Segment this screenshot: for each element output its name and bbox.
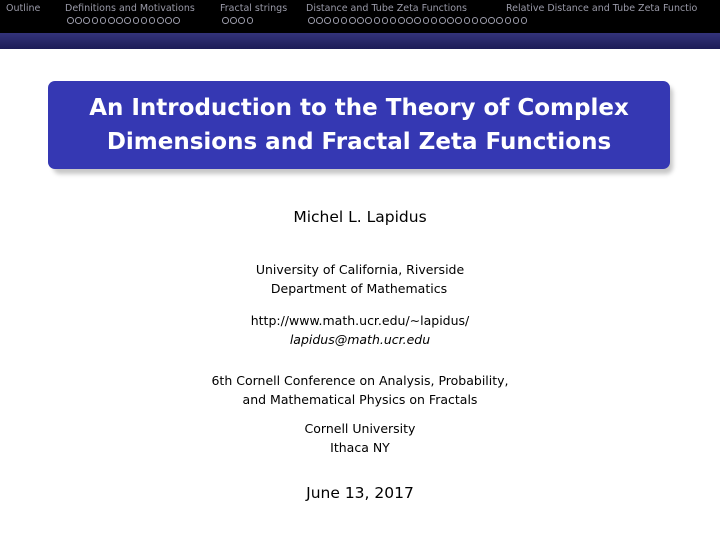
nav-frame-dot[interactable] [316, 17, 323, 24]
nav-frame-dot[interactable] [124, 17, 131, 24]
presentation-date: June 13, 2017 [306, 484, 414, 502]
nav-frame-dot[interactable] [423, 17, 430, 24]
nav-section-title[interactable]: Relative Distance and Tube Zeta Functio [506, 3, 698, 14]
nav-frame-dot[interactable] [67, 17, 74, 24]
nav-frame-dots [308, 17, 529, 25]
nav-frame-dots [67, 17, 182, 25]
nav-frame-dot[interactable] [439, 17, 446, 24]
nav-frame-dot[interactable] [75, 17, 82, 24]
affiliation-university: University of California, Riverside [255, 262, 465, 277]
nav-frame-dot[interactable] [480, 17, 487, 24]
nav-frame-dot[interactable] [349, 17, 356, 24]
nav-frame-dot[interactable] [324, 17, 331, 24]
nav-frame-dot[interactable] [333, 17, 340, 24]
venue-line-2: Ithaca NY [330, 440, 390, 455]
affiliation-department: Department of Mathematics [270, 281, 448, 296]
nav-frame-dot[interactable] [488, 17, 495, 24]
nav-frame-dot[interactable] [133, 17, 140, 24]
nav-frame-dot[interactable] [100, 17, 107, 24]
nav-frame-dot[interactable] [165, 17, 172, 24]
author-name: Michel L. Lapidus [293, 208, 427, 226]
nav-frame-dot[interactable] [398, 17, 405, 24]
nav-frame-dot[interactable] [521, 17, 528, 24]
nav-frame-dot[interactable] [341, 17, 348, 24]
nav-section-title[interactable]: Fractal strings [220, 3, 288, 14]
nav-frame-dot[interactable] [382, 17, 389, 24]
venue-line-1: Cornell University [304, 421, 416, 436]
nav-section-title[interactable]: Outline [6, 3, 41, 14]
nav-frame-dot[interactable] [496, 17, 503, 24]
nav-section-title[interactable]: Definitions and Motivations [65, 3, 195, 14]
nav-frame-dot[interactable] [374, 17, 381, 24]
nav-frame-dot[interactable] [390, 17, 397, 24]
conference-line-1: 6th Cornell Conference on Analysis, Probability, [211, 373, 509, 388]
nav-frame-dot[interactable] [357, 17, 364, 24]
nav-frame-dot[interactable] [149, 17, 156, 24]
nav-frame-dot[interactable] [116, 17, 123, 24]
headline-navigation [0, 0, 720, 33]
nav-frame-dot[interactable] [464, 17, 471, 24]
nav-frame-dot[interactable] [308, 17, 315, 24]
slide-title [89, 91, 629, 159]
title-line-1: An Introduction to the Theory of Complex [89, 95, 629, 121]
nav-frame-dot[interactable] [513, 17, 520, 24]
nav-frame-dot[interactable] [83, 17, 90, 24]
nav-frame-dot[interactable] [108, 17, 115, 24]
nav-frame-dot[interactable] [431, 17, 438, 24]
nav-frame-dot[interactable] [238, 17, 245, 24]
nav-frame-dot[interactable] [230, 17, 237, 24]
conference-line-2: and Mathematical Physics on Fractals [242, 392, 478, 407]
nav-frame-dot[interactable] [406, 17, 413, 24]
nav-frame-dot[interactable] [414, 17, 421, 24]
nav-frame-dot[interactable] [173, 17, 180, 24]
nav-frame-dot[interactable] [92, 17, 99, 24]
nav-frame-dot[interactable] [447, 17, 454, 24]
author-email[interactable]: lapidus@math.ucr.edu [289, 332, 431, 347]
header-band [0, 33, 720, 49]
nav-frame-dot[interactable] [247, 17, 254, 24]
nav-frame-dot[interactable] [505, 17, 512, 24]
nav-frame-dot[interactable] [472, 17, 479, 24]
nav-frame-dot[interactable] [157, 17, 164, 24]
nav-section-title[interactable]: Distance and Tube Zeta Functions [306, 3, 468, 14]
author-url[interactable]: http://www.math.ucr.edu/∼lapidus/ [250, 313, 470, 328]
title-line-2: Dimensions and Fractal Zeta Functions [106, 129, 612, 155]
nav-frame-dots [222, 17, 255, 25]
nav-frame-dot[interactable] [365, 17, 372, 24]
nav-frame-dot[interactable] [455, 17, 462, 24]
title-box [48, 81, 670, 169]
nav-frame-dot[interactable] [222, 17, 229, 24]
nav-frame-dot[interactable] [141, 17, 148, 24]
